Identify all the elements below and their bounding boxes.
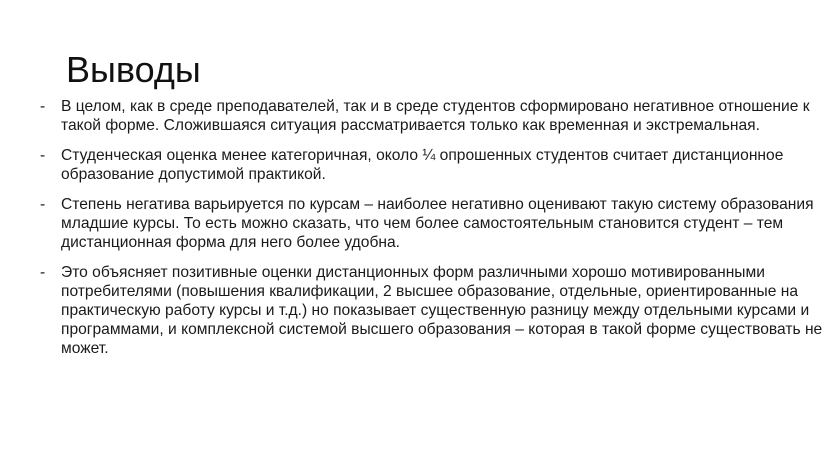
bullet-item xyxy=(40,263,830,358)
slide-title: Выводы xyxy=(66,49,201,90)
bullet-text: Это объясняет позитивные оценки дистанционных форм различными хорошо мотивированными потребителями (повышения квалификации, 2 высшее образование, отдельные, ориентированные на практическую работу курсы и т.д.) но показывает существенную разницу между отдельными курсами и программами, и комплексной системой высшего образования – которая в такой форме существовать не может. xyxy=(61,264,823,357)
bullet-item xyxy=(40,146,830,184)
bullet-item xyxy=(40,195,830,252)
bullet-marker: - xyxy=(40,196,46,213)
bullet-text: Студенческая оценка менее категоричная, около ¼ опрошенных студентов считает дистанционное образование допустимой практикой. xyxy=(61,147,784,183)
bullet-text: В целом, как в среде преподавателей, так и в среде студентов сформировано негативное отношение к такой форме. Сложившаяся ситуация рассматривается только как временная и экстремальная. xyxy=(61,98,810,134)
bullet-list xyxy=(40,97,830,369)
bullet-marker: - xyxy=(40,264,46,281)
bullet-marker: - xyxy=(40,98,46,115)
bullet-marker: - xyxy=(40,147,46,164)
bullet-item xyxy=(40,97,830,135)
bullet-text: Степень негатива варьируется по курсам – наиболее негативно оценивают такую систему образования младшие курсы. То есть можно сказать, что чем более самостоятельным становится студент – тем дистанционная форма для него более удобна. xyxy=(61,196,814,251)
